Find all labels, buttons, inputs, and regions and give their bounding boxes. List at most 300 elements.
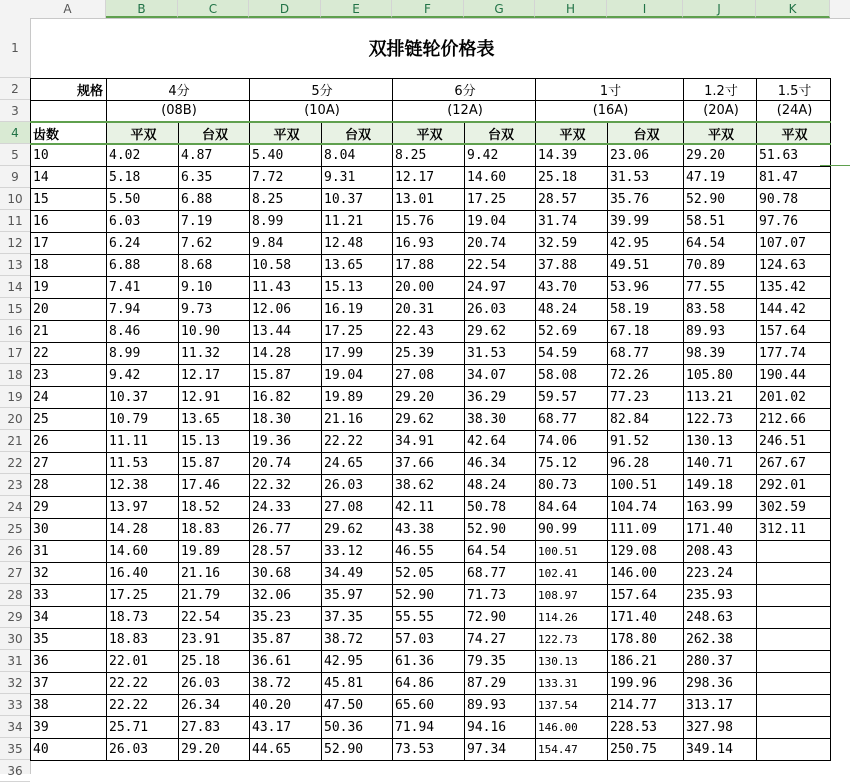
price-cell[interactable]: 8.68 bbox=[179, 254, 250, 276]
price-cell[interactable]: 32.59 bbox=[536, 232, 608, 254]
price-cell[interactable]: 24.33 bbox=[250, 496, 322, 518]
price-cell[interactable]: 114.26 bbox=[536, 606, 608, 628]
price-cell[interactable]: 49.51 bbox=[608, 254, 684, 276]
price-cell[interactable]: 38.62 bbox=[393, 474, 465, 496]
price-cell[interactable]: 122.73 bbox=[684, 408, 757, 430]
price-cell[interactable]: 68.77 bbox=[465, 562, 536, 584]
price-cell[interactable]: 28.57 bbox=[536, 188, 608, 210]
price-cell[interactable]: 154.47 bbox=[536, 738, 608, 760]
price-cell[interactable]: 15.87 bbox=[179, 452, 250, 474]
price-cell[interactable]: 6.88 bbox=[179, 188, 250, 210]
row-header[interactable]: 24 bbox=[0, 496, 30, 518]
spec-label[interactable]: 规格 bbox=[31, 78, 107, 100]
price-cell[interactable]: 19.36 bbox=[250, 430, 322, 452]
row-header[interactable]: 32 bbox=[0, 672, 30, 694]
price-cell[interactable]: 20.00 bbox=[393, 276, 465, 298]
price-cell[interactable]: 9.10 bbox=[179, 276, 250, 298]
price-cell[interactable]: 17.25 bbox=[465, 188, 536, 210]
price-cell[interactable]: 100.51 bbox=[608, 474, 684, 496]
price-cell[interactable]: 7.19 bbox=[179, 210, 250, 232]
price-cell[interactable]: 18.73 bbox=[107, 606, 179, 628]
price-cell[interactable]: 6.88 bbox=[107, 254, 179, 276]
teeth-count-cell[interactable]: 26 bbox=[31, 430, 107, 452]
sub-header[interactable]: 台双 bbox=[608, 122, 684, 144]
price-cell[interactable]: 55.55 bbox=[393, 606, 465, 628]
price-cell[interactable]: 9.42 bbox=[107, 364, 179, 386]
price-cell[interactable]: 59.57 bbox=[536, 386, 608, 408]
sub-header[interactable]: 台双 bbox=[465, 122, 536, 144]
price-cell[interactable]: 6.35 bbox=[179, 166, 250, 188]
price-cell[interactable]: 11.11 bbox=[107, 430, 179, 452]
price-cell[interactable]: 27.08 bbox=[393, 364, 465, 386]
price-cell[interactable] bbox=[757, 650, 831, 672]
price-cell[interactable]: 35.87 bbox=[250, 628, 322, 650]
row-header[interactable]: 17 bbox=[0, 342, 30, 364]
price-cell[interactable]: 29.62 bbox=[322, 518, 393, 540]
price-cell[interactable]: 14.60 bbox=[465, 166, 536, 188]
price-cell[interactable]: 133.31 bbox=[536, 672, 608, 694]
price-cell[interactable] bbox=[757, 738, 831, 760]
price-cell[interactable]: 50.78 bbox=[465, 496, 536, 518]
price-cell[interactable]: 22.54 bbox=[179, 606, 250, 628]
price-cell[interactable]: 298.36 bbox=[684, 672, 757, 694]
price-cell[interactable]: 4.87 bbox=[179, 144, 250, 166]
price-cell[interactable]: 235.93 bbox=[684, 584, 757, 606]
price-cell[interactable]: 9.31 bbox=[322, 166, 393, 188]
price-cell[interactable]: 12.17 bbox=[179, 364, 250, 386]
row-header[interactable]: 29 bbox=[0, 606, 30, 628]
price-cell[interactable]: 100.51 bbox=[536, 540, 608, 562]
price-cell[interactable]: 68.77 bbox=[608, 342, 684, 364]
sub-header[interactable]: 平双 bbox=[393, 122, 465, 144]
price-cell[interactable]: 15.13 bbox=[179, 430, 250, 452]
price-cell[interactable]: 42.95 bbox=[322, 650, 393, 672]
price-cell[interactable]: 201.02 bbox=[757, 386, 831, 408]
price-cell[interactable]: 90.78 bbox=[757, 188, 831, 210]
price-cell[interactable]: 36.61 bbox=[250, 650, 322, 672]
teeth-count-cell[interactable]: 10 bbox=[31, 144, 107, 166]
price-cell[interactable]: 51.63 bbox=[757, 144, 831, 166]
price-cell[interactable]: 163.99 bbox=[684, 496, 757, 518]
price-cell[interactable]: 68.77 bbox=[536, 408, 608, 430]
price-cell[interactable]: 8.99 bbox=[107, 342, 179, 364]
price-cell[interactable]: 223.24 bbox=[684, 562, 757, 584]
price-cell[interactable]: 146.00 bbox=[536, 716, 608, 738]
price-cell[interactable]: 15.13 bbox=[322, 276, 393, 298]
price-cell[interactable]: 177.74 bbox=[757, 342, 831, 364]
price-cell[interactable]: 124.63 bbox=[757, 254, 831, 276]
price-cell[interactable]: 43.17 bbox=[250, 716, 322, 738]
price-cell[interactable]: 327.98 bbox=[684, 716, 757, 738]
row-header[interactable]: 1 bbox=[0, 18, 30, 78]
price-cell[interactable]: 61.36 bbox=[393, 650, 465, 672]
price-cell[interactable]: 52.90 bbox=[684, 188, 757, 210]
price-cell[interactable]: 54.59 bbox=[536, 342, 608, 364]
price-cell[interactable]: 37.35 bbox=[322, 606, 393, 628]
price-cell[interactable] bbox=[757, 672, 831, 694]
price-cell[interactable]: 12.06 bbox=[250, 298, 322, 320]
sheet-title[interactable]: 双排链轮价格表 bbox=[368, 38, 495, 60]
price-cell[interactable]: 16.82 bbox=[250, 386, 322, 408]
price-cell[interactable]: 50.36 bbox=[322, 716, 393, 738]
price-cell[interactable]: 11.32 bbox=[179, 342, 250, 364]
row-header[interactable]: 14 bbox=[0, 276, 30, 298]
price-cell[interactable]: 27.08 bbox=[322, 496, 393, 518]
price-cell[interactable]: 43.38 bbox=[393, 518, 465, 540]
price-cell[interactable]: 52.90 bbox=[393, 584, 465, 606]
price-cell[interactable]: 13.65 bbox=[322, 254, 393, 276]
price-cell[interactable]: 9.73 bbox=[179, 298, 250, 320]
price-cell[interactable]: 64.54 bbox=[465, 540, 536, 562]
row-header[interactable]: 13 bbox=[0, 254, 30, 276]
teeth-count-cell[interactable]: 15 bbox=[31, 188, 107, 210]
row-header[interactable]: 28 bbox=[0, 584, 30, 606]
price-cell[interactable]: 13.44 bbox=[250, 320, 322, 342]
price-cell[interactable]: 42.95 bbox=[608, 232, 684, 254]
price-cell[interactable]: 72.26 bbox=[608, 364, 684, 386]
price-cell[interactable]: 15.87 bbox=[250, 364, 322, 386]
price-cell[interactable]: 58.08 bbox=[536, 364, 608, 386]
price-cell[interactable]: 157.64 bbox=[757, 320, 831, 342]
teeth-count-cell[interactable]: 37 bbox=[31, 672, 107, 694]
price-cell[interactable]: 14.28 bbox=[107, 518, 179, 540]
row-header[interactable]: 30 bbox=[0, 628, 30, 650]
price-cell[interactable]: 17.46 bbox=[179, 474, 250, 496]
price-cell[interactable]: 22.22 bbox=[107, 694, 179, 716]
column-header-c[interactable]: C bbox=[178, 0, 249, 18]
price-cell[interactable]: 22.54 bbox=[465, 254, 536, 276]
row-header[interactable]: 23 bbox=[0, 474, 30, 496]
price-cell[interactable]: 84.64 bbox=[536, 496, 608, 518]
price-cell[interactable]: 53.96 bbox=[608, 276, 684, 298]
price-cell[interactable]: 17.25 bbox=[322, 320, 393, 342]
price-cell[interactable]: 80.73 bbox=[536, 474, 608, 496]
row-header[interactable]: 19 bbox=[0, 386, 30, 408]
price-cell[interactable]: 113.21 bbox=[684, 386, 757, 408]
price-cell[interactable]: 34.07 bbox=[465, 364, 536, 386]
price-cell[interactable]: 89.93 bbox=[465, 694, 536, 716]
price-cell[interactable]: 15.76 bbox=[393, 210, 465, 232]
teeth-label[interactable]: 齿数 bbox=[31, 122, 107, 144]
sub-header[interactable]: 平双 bbox=[250, 122, 322, 144]
group-code[interactable]: (20A) bbox=[684, 100, 757, 122]
price-cell[interactable]: 22.22 bbox=[107, 672, 179, 694]
teeth-count-cell[interactable]: 21 bbox=[31, 320, 107, 342]
price-cell[interactable]: 14.60 bbox=[107, 540, 179, 562]
price-cell[interactable]: 70.89 bbox=[684, 254, 757, 276]
price-cell[interactable]: 24.97 bbox=[465, 276, 536, 298]
row-header[interactable]: 27 bbox=[0, 562, 30, 584]
row-header[interactable]: 36 bbox=[0, 760, 30, 782]
price-cell[interactable]: 19.04 bbox=[322, 364, 393, 386]
price-cell[interactable]: 43.70 bbox=[536, 276, 608, 298]
price-cell[interactable]: 25.71 bbox=[107, 716, 179, 738]
price-cell[interactable]: 48.24 bbox=[465, 474, 536, 496]
price-cell[interactable]: 17.88 bbox=[393, 254, 465, 276]
price-cell[interactable]: 23.91 bbox=[179, 628, 250, 650]
price-cell[interactable]: 199.96 bbox=[608, 672, 684, 694]
teeth-count-cell[interactable]: 30 bbox=[31, 518, 107, 540]
row-header[interactable]: 31 bbox=[0, 650, 30, 672]
teeth-count-cell[interactable]: 38 bbox=[31, 694, 107, 716]
price-cell[interactable]: 32.06 bbox=[250, 584, 322, 606]
row-header[interactable]: 10 bbox=[0, 188, 30, 210]
price-cell[interactable]: 25.39 bbox=[393, 342, 465, 364]
price-cell[interactable]: 94.16 bbox=[465, 716, 536, 738]
price-cell[interactable]: 77.23 bbox=[608, 386, 684, 408]
row-header[interactable]: 21 bbox=[0, 430, 30, 452]
group-name[interactable]: 1寸 bbox=[536, 78, 684, 100]
row-header[interactable]: 5 bbox=[0, 144, 30, 166]
price-cell[interactable]: 82.84 bbox=[608, 408, 684, 430]
price-cell[interactable]: 17.99 bbox=[322, 342, 393, 364]
price-cell[interactable]: 39.99 bbox=[608, 210, 684, 232]
row-header[interactable]: 3 bbox=[0, 100, 30, 122]
price-cell[interactable]: 8.04 bbox=[322, 144, 393, 166]
price-cell[interactable]: 24.65 bbox=[322, 452, 393, 474]
teeth-count-cell[interactable]: 20 bbox=[31, 298, 107, 320]
price-cell[interactable]: 96.28 bbox=[608, 452, 684, 474]
price-cell[interactable]: 18.52 bbox=[179, 496, 250, 518]
sub-header[interactable]: 平双 bbox=[757, 122, 831, 144]
price-cell[interactable]: 42.64 bbox=[465, 430, 536, 452]
price-cell[interactable]: 302.59 bbox=[757, 496, 831, 518]
column-header-h[interactable]: H bbox=[535, 0, 607, 18]
price-cell[interactable]: 31.53 bbox=[608, 166, 684, 188]
price-cell[interactable]: 64.86 bbox=[393, 672, 465, 694]
price-cell[interactable]: 27.83 bbox=[179, 716, 250, 738]
column-header-k[interactable]: K bbox=[756, 0, 830, 18]
price-cell[interactable]: 214.77 bbox=[608, 694, 684, 716]
price-cell[interactable]: 16.93 bbox=[393, 232, 465, 254]
price-cell[interactable]: 137.54 bbox=[536, 694, 608, 716]
teeth-count-cell[interactable]: 31 bbox=[31, 540, 107, 562]
price-cell[interactable]: 10.79 bbox=[107, 408, 179, 430]
price-cell[interactable]: 20.74 bbox=[465, 232, 536, 254]
price-cell[interactable]: 67.18 bbox=[608, 320, 684, 342]
price-cell[interactable]: 11.43 bbox=[250, 276, 322, 298]
price-cell[interactable]: 31.74 bbox=[536, 210, 608, 232]
row-header[interactable]: 2 bbox=[0, 78, 30, 100]
price-cell[interactable]: 52.05 bbox=[393, 562, 465, 584]
price-cell[interactable]: 37.88 bbox=[536, 254, 608, 276]
price-cell[interactable]: 46.34 bbox=[465, 452, 536, 474]
price-cell[interactable]: 18.30 bbox=[250, 408, 322, 430]
price-cell[interactable]: 8.99 bbox=[250, 210, 322, 232]
price-cell[interactable]: 28.57 bbox=[250, 540, 322, 562]
row-header[interactable]: 25 bbox=[0, 518, 30, 540]
price-cell[interactable] bbox=[757, 562, 831, 584]
price-cell[interactable]: 292.01 bbox=[757, 474, 831, 496]
price-cell[interactable]: 71.73 bbox=[465, 584, 536, 606]
price-cell[interactable]: 97.76 bbox=[757, 210, 831, 232]
column-header-f[interactable]: F bbox=[392, 0, 464, 18]
price-cell[interactable]: 122.73 bbox=[536, 628, 608, 650]
price-cell[interactable] bbox=[757, 606, 831, 628]
price-cell[interactable]: 22.22 bbox=[322, 430, 393, 452]
price-cell[interactable]: 52.90 bbox=[322, 738, 393, 760]
price-cell[interactable]: 7.72 bbox=[250, 166, 322, 188]
column-header-e[interactable]: E bbox=[321, 0, 392, 18]
price-cell[interactable]: 26.03 bbox=[322, 474, 393, 496]
price-cell[interactable]: 9.42 bbox=[465, 144, 536, 166]
price-cell[interactable]: 26.03 bbox=[107, 738, 179, 760]
price-cell[interactable]: 19.04 bbox=[465, 210, 536, 232]
price-cell[interactable]: 45.81 bbox=[322, 672, 393, 694]
price-cell[interactable]: 12.48 bbox=[322, 232, 393, 254]
teeth-count-cell[interactable]: 19 bbox=[31, 276, 107, 298]
price-cell[interactable]: 19.89 bbox=[179, 540, 250, 562]
price-cell[interactable]: 130.13 bbox=[536, 650, 608, 672]
row-header[interactable]: 18 bbox=[0, 364, 30, 386]
column-header-g[interactable]: G bbox=[464, 0, 535, 18]
price-cell[interactable]: 208.43 bbox=[684, 540, 757, 562]
group-code[interactable]: (16A) bbox=[536, 100, 684, 122]
price-cell[interactable]: 72.90 bbox=[465, 606, 536, 628]
teeth-count-cell[interactable]: 14 bbox=[31, 166, 107, 188]
teeth-count-cell[interactable]: 23 bbox=[31, 364, 107, 386]
price-cell[interactable]: 71.94 bbox=[393, 716, 465, 738]
price-cell[interactable]: 10.37 bbox=[322, 188, 393, 210]
price-cell[interactable]: 9.84 bbox=[250, 232, 322, 254]
price-cell[interactable]: 10.37 bbox=[107, 386, 179, 408]
column-header-i[interactable]: I bbox=[607, 0, 683, 18]
row-header[interactable]: 20 bbox=[0, 408, 30, 430]
teeth-count-cell[interactable]: 22 bbox=[31, 342, 107, 364]
price-cell[interactable]: 74.06 bbox=[536, 430, 608, 452]
price-cell[interactable]: 102.41 bbox=[536, 562, 608, 584]
price-cell[interactable]: 47.19 bbox=[684, 166, 757, 188]
price-cell[interactable]: 91.52 bbox=[608, 430, 684, 452]
price-cell[interactable]: 44.65 bbox=[250, 738, 322, 760]
price-cell[interactable]: 8.46 bbox=[107, 320, 179, 342]
row-header[interactable]: 34 bbox=[0, 716, 30, 738]
price-cell[interactable]: 23.06 bbox=[608, 144, 684, 166]
price-cell[interactable]: 171.40 bbox=[684, 518, 757, 540]
price-cell[interactable]: 30.68 bbox=[250, 562, 322, 584]
row-header[interactable]: 33 bbox=[0, 694, 30, 716]
price-cell[interactable]: 22.01 bbox=[107, 650, 179, 672]
teeth-count-cell[interactable]: 16 bbox=[31, 210, 107, 232]
price-cell[interactable]: 22.32 bbox=[250, 474, 322, 496]
price-cell[interactable]: 280.37 bbox=[684, 650, 757, 672]
column-header-b[interactable]: B bbox=[106, 0, 178, 18]
price-cell[interactable]: 26.34 bbox=[179, 694, 250, 716]
row-header[interactable]: 11 bbox=[0, 210, 30, 232]
price-cell[interactable]: 171.40 bbox=[608, 606, 684, 628]
group-code[interactable]: (10A) bbox=[250, 100, 393, 122]
price-cell[interactable]: 40.20 bbox=[250, 694, 322, 716]
price-cell[interactable]: 47.50 bbox=[322, 694, 393, 716]
teeth-count-cell[interactable]: 33 bbox=[31, 584, 107, 606]
price-cell[interactable]: 6.24 bbox=[107, 232, 179, 254]
price-cell[interactable]: 178.80 bbox=[608, 628, 684, 650]
price-cell[interactable] bbox=[757, 628, 831, 650]
price-cell[interactable]: 21.16 bbox=[179, 562, 250, 584]
price-cell[interactable]: 18.83 bbox=[107, 628, 179, 650]
price-cell[interactable]: 29.62 bbox=[393, 408, 465, 430]
price-cell[interactable]: 21.79 bbox=[179, 584, 250, 606]
price-cell[interactable]: 7.41 bbox=[107, 276, 179, 298]
column-header-j[interactable]: J bbox=[683, 0, 756, 18]
price-cell[interactable] bbox=[757, 694, 831, 716]
group-code[interactable]: (24A) bbox=[757, 100, 831, 122]
teeth-count-cell[interactable]: 29 bbox=[31, 496, 107, 518]
price-cell[interactable]: 31.53 bbox=[465, 342, 536, 364]
row-header[interactable]: 16 bbox=[0, 320, 30, 342]
teeth-count-cell[interactable]: 25 bbox=[31, 408, 107, 430]
row-header[interactable]: 35 bbox=[0, 738, 30, 760]
price-cell[interactable]: 98.39 bbox=[684, 342, 757, 364]
sub-header[interactable]: 台双 bbox=[322, 122, 393, 144]
price-cell[interactable]: 25.18 bbox=[536, 166, 608, 188]
teeth-count-cell[interactable]: 28 bbox=[31, 474, 107, 496]
price-cell[interactable]: 8.25 bbox=[250, 188, 322, 210]
teeth-count-cell[interactable]: 24 bbox=[31, 386, 107, 408]
price-cell[interactable]: 212.66 bbox=[757, 408, 831, 430]
sub-header[interactable]: 平双 bbox=[684, 122, 757, 144]
group-name[interactable]: 1.5寸 bbox=[757, 78, 831, 100]
price-cell[interactable]: 74.27 bbox=[465, 628, 536, 650]
teeth-count-cell[interactable]: 35 bbox=[31, 628, 107, 650]
price-cell[interactable]: 29.20 bbox=[393, 386, 465, 408]
group-name[interactable]: 1.2寸 bbox=[684, 78, 757, 100]
price-cell[interactable]: 5.40 bbox=[250, 144, 322, 166]
price-cell[interactable]: 18.83 bbox=[179, 518, 250, 540]
price-cell[interactable]: 17.25 bbox=[107, 584, 179, 606]
group-code[interactable]: (08B) bbox=[107, 100, 250, 122]
price-cell[interactable]: 186.21 bbox=[608, 650, 684, 672]
price-cell[interactable]: 64.54 bbox=[684, 232, 757, 254]
price-cell[interactable]: 16.40 bbox=[107, 562, 179, 584]
price-cell[interactable]: 58.51 bbox=[684, 210, 757, 232]
price-cell[interactable]: 267.67 bbox=[757, 452, 831, 474]
row-header[interactable]: 15 bbox=[0, 298, 30, 320]
price-cell[interactable]: 6.03 bbox=[107, 210, 179, 232]
price-cell[interactable]: 4.02 bbox=[107, 144, 179, 166]
sub-header[interactable]: 平双 bbox=[107, 122, 179, 144]
price-cell[interactable]: 29.20 bbox=[179, 738, 250, 760]
price-cell[interactable]: 8.25 bbox=[393, 144, 465, 166]
price-cell[interactable]: 105.80 bbox=[684, 364, 757, 386]
price-cell[interactable]: 129.08 bbox=[608, 540, 684, 562]
price-cell[interactable]: 52.90 bbox=[465, 518, 536, 540]
price-cell[interactable]: 313.17 bbox=[684, 694, 757, 716]
price-cell[interactable]: 10.58 bbox=[250, 254, 322, 276]
price-cell[interactable]: 37.66 bbox=[393, 452, 465, 474]
row-header[interactable]: 12 bbox=[0, 232, 30, 254]
price-cell[interactable]: 144.42 bbox=[757, 298, 831, 320]
price-cell[interactable]: 79.35 bbox=[465, 650, 536, 672]
price-cell[interactable]: 26.03 bbox=[465, 298, 536, 320]
teeth-count-cell[interactable]: 34 bbox=[31, 606, 107, 628]
price-cell[interactable]: 312.11 bbox=[757, 518, 831, 540]
price-cell[interactable]: 35.97 bbox=[322, 584, 393, 606]
price-cell[interactable]: 248.63 bbox=[684, 606, 757, 628]
price-cell[interactable] bbox=[757, 716, 831, 738]
price-cell[interactable]: 89.93 bbox=[684, 320, 757, 342]
price-cell[interactable]: 107.07 bbox=[757, 232, 831, 254]
price-cell[interactable]: 81.47 bbox=[757, 166, 831, 188]
price-cell[interactable]: 5.50 bbox=[107, 188, 179, 210]
price-cell[interactable]: 19.89 bbox=[322, 386, 393, 408]
price-cell[interactable]: 77.55 bbox=[684, 276, 757, 298]
price-cell[interactable]: 7.94 bbox=[107, 298, 179, 320]
price-cell[interactable] bbox=[757, 540, 831, 562]
price-cell[interactable]: 11.21 bbox=[322, 210, 393, 232]
row-header[interactable]: 4 bbox=[0, 122, 30, 144]
price-cell[interactable]: 108.97 bbox=[536, 584, 608, 606]
